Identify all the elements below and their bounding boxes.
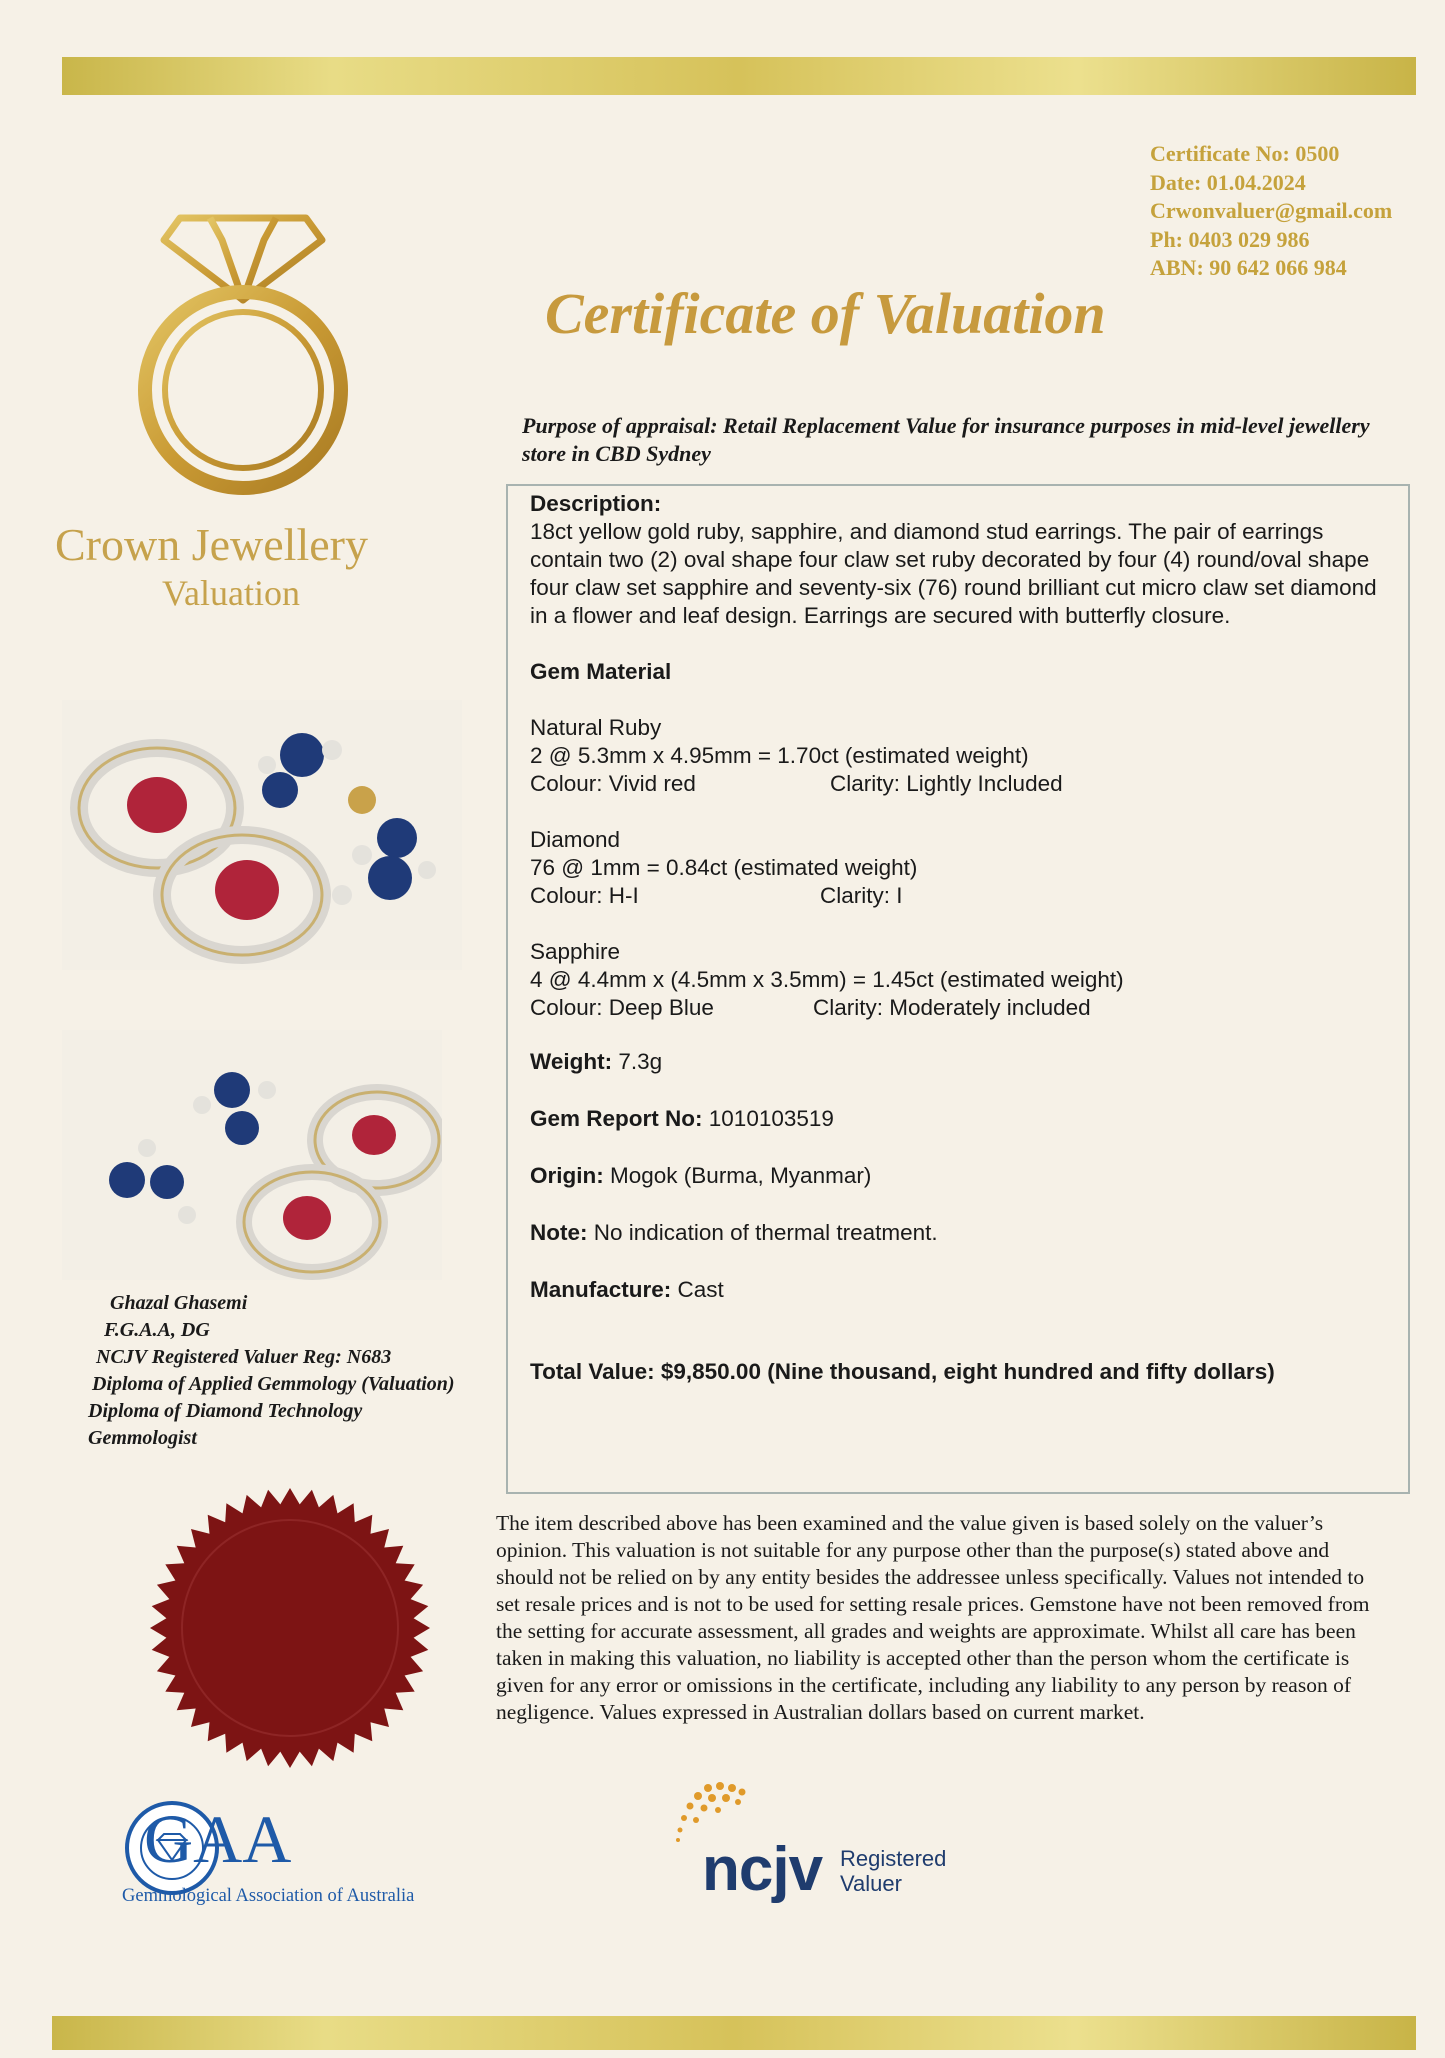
note-value: No indication of thermal treatment. [593, 1220, 938, 1245]
earrings-photo-bottom [62, 1030, 442, 1280]
diamond-colour: Colour: H-I [530, 883, 639, 908]
weight-value: 7.3g [618, 1049, 663, 1074]
sapphire-measure: 4 @ 4.4mm x (4.5mm x 3.5mm) = 1.45ct (estimated weight) [530, 967, 1124, 992]
origin-value: Mogok (Burma, Myanmar) [610, 1163, 872, 1188]
valuer-details [88, 1290, 455, 1452]
ncjv-valuer-label: Valuer [840, 1871, 902, 1896]
ncjv-registered-valuer [840, 1846, 946, 1896]
brand-subtitle: Valuation [162, 573, 300, 613]
ncjv-wordmark: ncjv [702, 1835, 823, 1904]
appraisal-purpose: Purpose of appraisal: Retail Replacement Value for insurance purposes in mid-level jewellery store in CBD Sydney [522, 413, 1370, 466]
ruby-colour: Colour: Vivid red [530, 771, 696, 796]
ruby-measure: 2 @ 5.3mm x 4.95mm = 1.70ct (estimated weight) [530, 743, 1029, 768]
certificate-date: Date: 01.04.2024 [1150, 169, 1306, 195]
origin-row [530, 1162, 1390, 1190]
diamond-clarity: Clarity: I [820, 883, 903, 908]
diamond-grades [530, 882, 1390, 910]
wax-seal-icon [140, 1478, 440, 1778]
top-gold-bar [62, 57, 1416, 95]
sapphire-name: Sapphire [530, 939, 621, 964]
valuer-name: Ghazal Ghasemi [110, 1292, 248, 1314]
ring-logo-icon [110, 200, 380, 500]
disclaimer-text: The item described above has been examined and the value given is based solely on the valuer’s opinion. This valuation is not suitable for any purpose other than the purpose(s) stated above and should not be relied on by any entity besides the addressee unless specifically. Values not intended to set resale prices and is not to be used for setting resale prices. Gemstone have not been removed from the setting for accurate assessment, all grades and weights are approximate. Whilst all care has been taken in making this valuation, no liability is accepted other than the person whom the certificate is given for any error or omissions in the certificate, including any liability to any person by reason of negligence. Values expressed in Australian dollars based on current market. [496, 1511, 1370, 1724]
certificate-number: Certificate No: 0500 [1150, 141, 1340, 166]
description-content [530, 490, 1390, 1386]
description-text: 18ct yellow gold ruby, sapphire, and diamond stud earrings. The pair of earrings contain two (2) oval shape four claw set ruby decorated by four (4) round/oval shape four claw set sapphire and seventy-six (76) round brilliant cut micro claw set diamond in a flower and leaf design. Earrings are secured with butterfly closure. [530, 519, 1377, 628]
report-value: 1010103519 [708, 1106, 834, 1131]
ruby-clarity: Clarity: Lightly Included [830, 771, 1063, 796]
report-label: Gem Report No: [530, 1106, 703, 1131]
valuer-role: Gemmologist [88, 1427, 197, 1449]
note-row [530, 1219, 1390, 1247]
ruby-grades [530, 770, 1390, 798]
diamond-measure: 76 @ 1mm = 0.84ct (estimated weight) [530, 855, 918, 880]
gaa-wordmark: GAA [144, 1801, 292, 1877]
diamond-name: Diamond [530, 827, 621, 852]
note-label: Note: [530, 1220, 588, 1245]
manufacture-row [530, 1276, 1390, 1304]
report-row [530, 1105, 1390, 1133]
valuer-diploma-diamond: Diploma of Diamond Technology [88, 1400, 363, 1422]
valuer-diploma-gemmology: Diploma of Applied Gemmology (Valuation) [92, 1373, 455, 1395]
ruby-name: Natural Ruby [530, 715, 662, 740]
gem-material-label: Gem Material [530, 659, 672, 684]
certificate-meta [1150, 140, 1392, 283]
gaa-full-name: Gemmological Association of Australia [122, 1886, 415, 1906]
ncjv-registered-label: Registered [840, 1846, 947, 1871]
total-value: Total Value: $9,850.00 (Nine thousand, eight hundred and fifty dollars) [530, 1359, 1275, 1384]
weight-label: Weight: [530, 1049, 613, 1074]
valuer-registration: NCJV Registered Valuer Reg: N683 [96, 1346, 392, 1368]
brand-name: Crown Jewellery [55, 519, 368, 570]
sapphire-colour: Colour: Deep Blue [530, 995, 714, 1020]
page-title: Certificate of Valuation [545, 281, 1106, 346]
description-label: Description: [530, 491, 662, 516]
sapphire-grades [530, 994, 1390, 1022]
valuer-qualifications: F.G.A.A, DG [104, 1319, 210, 1341]
contact-phone: Ph: 0403 029 986 [1150, 226, 1310, 252]
contact-email: Crwonvaluer@gmail.com [1150, 198, 1393, 223]
bottom-gold-bar [52, 2016, 1416, 2050]
origin-label: Origin: [530, 1163, 604, 1188]
weight-row [530, 1048, 1390, 1076]
sapphire-clarity: Clarity: Moderately included [813, 995, 1091, 1020]
manufacture-label: Manufacture: [530, 1277, 672, 1302]
earrings-photo-top [62, 700, 462, 970]
abn-number: ABN: 90 642 066 984 [1150, 255, 1347, 280]
manufacture-value: Cast [677, 1277, 724, 1302]
